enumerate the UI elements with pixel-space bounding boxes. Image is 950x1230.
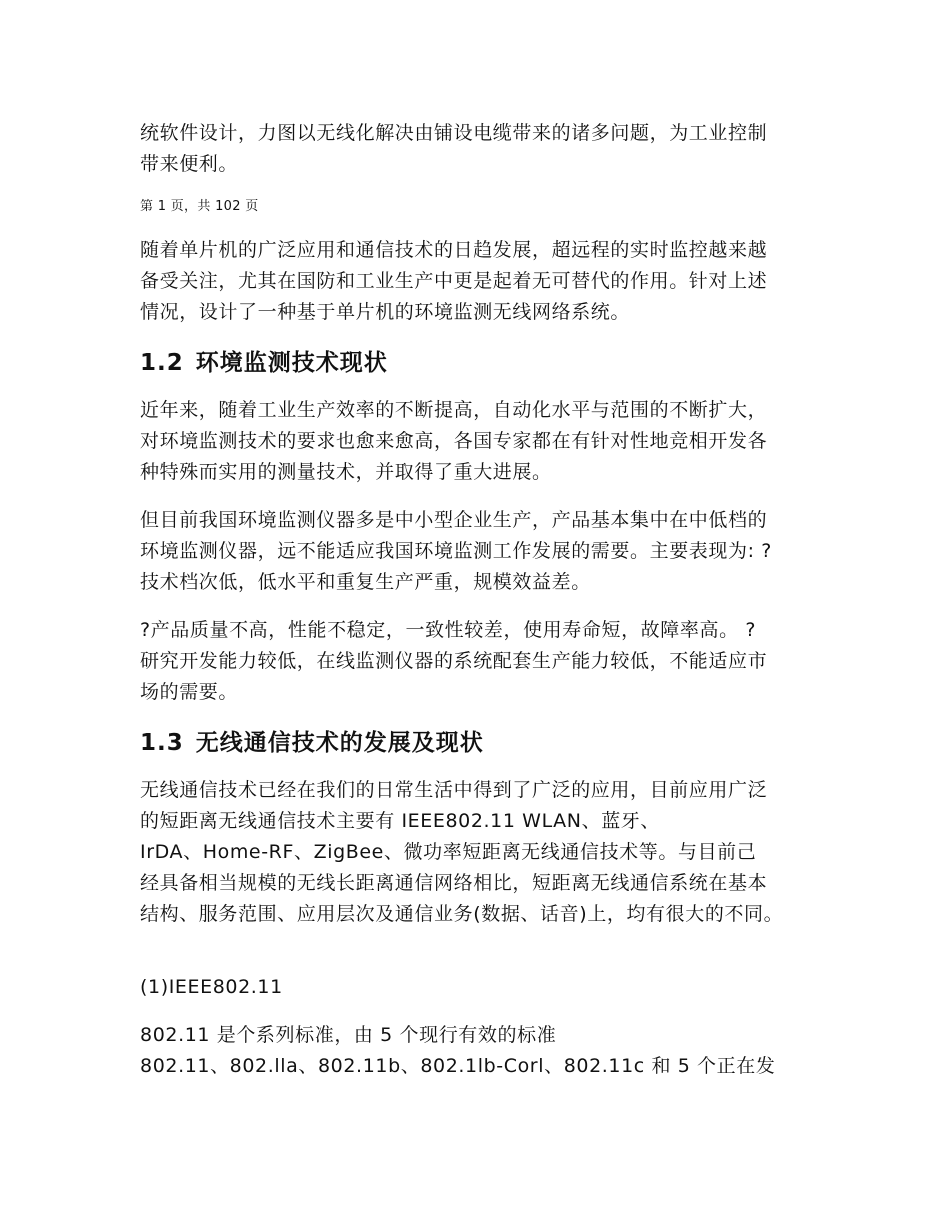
text-line: 种特殊而实用的测量技术，并取得了重大进展。 — [140, 461, 552, 483]
top-paragraph — [140, 118, 830, 180]
page-number: 第 1 页，共 102 页 — [140, 199, 259, 214]
text-line: 场的需要。 — [140, 681, 239, 703]
text-line: IrDA、Home-RF、ZigBee、微功率短距离无线通信技术等。与目前己 — [140, 841, 757, 863]
text-line: 802.11、802.lla、802.11b、802.1lb-Corl、802.11c 和 5 个正在发 — [140, 1055, 776, 1077]
section-title: 无线通信技术的发展及现状 — [195, 730, 484, 756]
text-line: 无线通信技术已经在我们的日常生活中得到了广泛的应用，目前应用广泛 — [140, 779, 768, 801]
section-heading-1-2 — [140, 345, 830, 381]
section-1-2-paragraph-1 — [140, 395, 830, 488]
text-line: 结构、服务范围、应用层次及通信业务(数据、话音)上，均有很大的不同。 — [140, 903, 784, 925]
section-heading-1-3 — [140, 725, 830, 761]
subheading-ieee80211 — [140, 972, 830, 1003]
section-number: 1.3 — [140, 730, 184, 756]
section-title: 环境监测技术现状 — [195, 350, 388, 376]
text-line: 情况，设计了一种基于单片机的环境监测无线网络系统。 — [140, 301, 631, 323]
section-1-2-paragraph-2 — [140, 505, 830, 598]
text-line: 研究开发能力较低，在线监测仪器的系统配套生产能力较低，不能适应市 — [140, 650, 768, 672]
text-line: 的短距离无线通信技术主要有 IEEE802.11 WLAN、蓝牙、 — [140, 810, 660, 832]
text-line: 随着单片机的广泛应用和通信技术的日趋发展，超远程的实时监控越来越 — [140, 239, 768, 261]
section-1-2-paragraph-3 — [140, 615, 830, 708]
text-line: 备受关注，尤其在国防和工业生产中更是起着无可替代的作用。针对上述 — [140, 270, 768, 292]
text-line: 环境监测仪器，远不能适应我国环境监测工作发展的需要。主要表现为: ? — [140, 540, 772, 562]
page-content — [140, 118, 830, 1099]
text-line: 统软件设计，力图以无线化解决由铺设电缆带来的诸多问题，为工业控制 — [140, 122, 768, 144]
text-line: 802.11 是个系列标准，由 5 个现行有效的标准 — [140, 1024, 557, 1046]
text-line: 但目前我国环境监测仪器多是中小型企业生产，产品基本集中在中低档的 — [140, 509, 768, 531]
text-line: 近年来，随着工业生产效率的不断提高，自动化水平与范围的不断扩大， — [140, 399, 768, 421]
text-line: 经具备相当规模的无线长距离通信网络相比，短距离无线通信系统在基本 — [140, 872, 768, 894]
text-line: 带来便利。 — [140, 153, 239, 175]
text-line: (1)IEEE802.11 — [140, 976, 283, 998]
section-1-3-paragraph — [140, 775, 830, 930]
text-line: 技术档次低，低水平和重复生产严重，规模效益差。 — [140, 571, 591, 593]
text-line: ?产品质量不高，性能不稳定，一致性较差，使用寿命短，故障率高。 ? — [140, 619, 757, 641]
ieee80211-paragraph — [140, 1020, 830, 1082]
section-number: 1.2 — [140, 350, 184, 376]
text-line: 对环境监测技术的要求也愈来愈高，各国专家都在有针对性地竞相开发各 — [140, 430, 768, 452]
intro-paragraph — [140, 235, 830, 328]
